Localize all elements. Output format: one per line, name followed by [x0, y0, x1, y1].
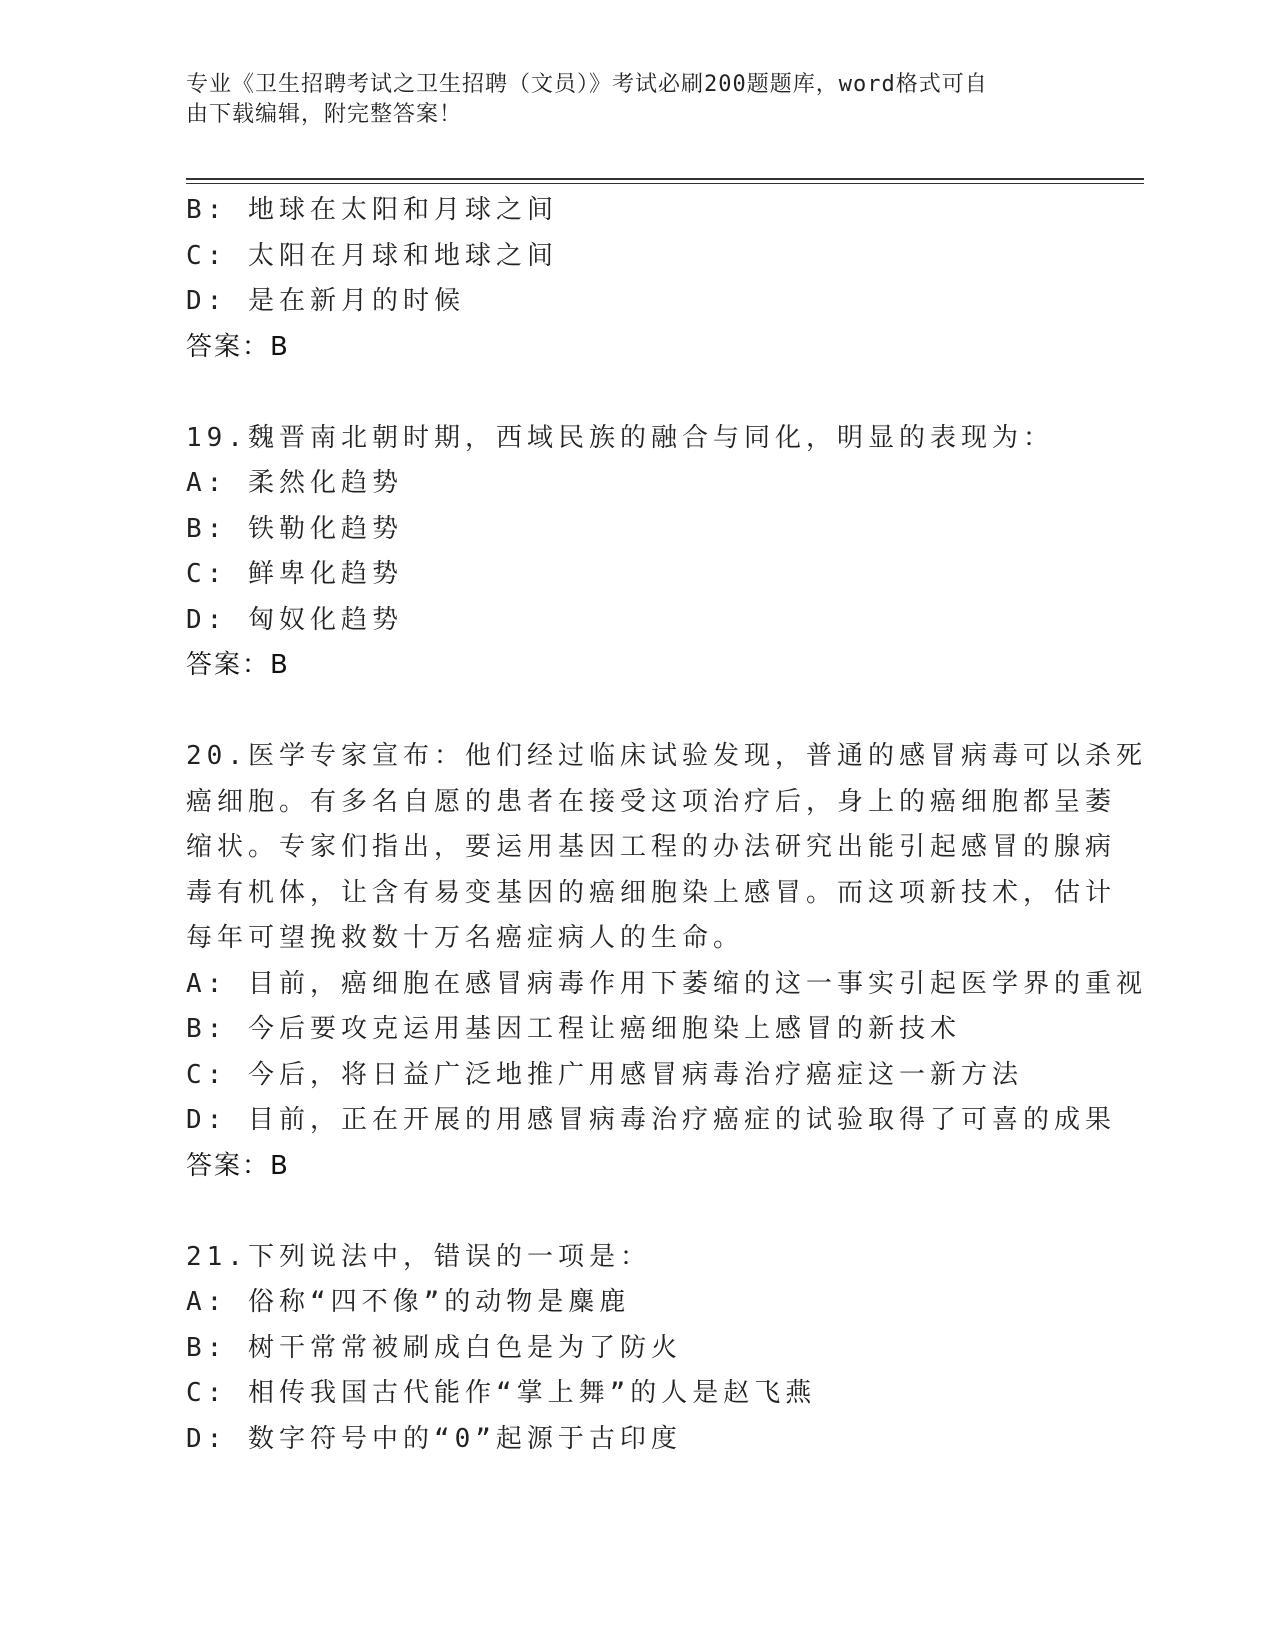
header-divider-thick — [186, 178, 1144, 180]
option-a: A: 俗称“四不像”的动物是麋鹿 — [186, 1287, 631, 1317]
option-b: B: 地球在太阳和月球之间 — [186, 195, 558, 225]
option-d: D: 目前，正在开展的用感冒病毒治疗癌症的试验取得了可喜的成果 — [186, 1105, 1116, 1135]
question-21 — [186, 1235, 1086, 1463]
spacer — [186, 689, 1086, 735]
question-18-tail — [186, 188, 1086, 370]
document-header — [186, 70, 1066, 130]
spacer — [186, 1189, 1086, 1235]
option-c: C: 太阳在月球和地球之间 — [186, 240, 558, 271]
question-text-line: 缩状。专家们指出，要运用基因工程的办法研究出能引起感冒的腺病 — [186, 832, 1117, 862]
option-b: B: 树干常常被刷成白色是为了防火 — [186, 1332, 682, 1363]
answer-line: 答案：B — [186, 650, 290, 680]
question-text-line: 每年可望挽救数十万名癌症病人的生命。 — [186, 923, 745, 953]
question-text-line: 癌细胞。有多名自愿的患者在接受这项治疗后，身上的癌细胞都呈萎 — [186, 786, 1117, 817]
option-d: D: 匈奴化趋势 — [186, 604, 403, 635]
question-20 — [186, 734, 1147, 1189]
question-list — [186, 188, 1147, 1462]
option-d: D: 数字符号中的“0”起源于古印度 — [186, 1423, 682, 1454]
answer-line: 答案：B — [186, 1150, 290, 1181]
option-d: D: 是在新月的时候 — [186, 286, 465, 316]
question-text: 21.下列说法中，错误的一项是： — [186, 1241, 651, 1272]
option-a: A: 目前，癌细胞在感冒病毒作用下萎缩的这一事实引起医学界的重视 — [186, 968, 1147, 999]
header-line-1: 专业《卫生招聘考试之卫生招聘（文员）》考试必刷200题题库，word格式可自 — [186, 72, 988, 97]
option-a: A: 柔然化趋势 — [186, 468, 403, 498]
question-text-line: 20.医学专家宣布：他们经过临床试验发现，普通的感冒病毒可以杀死 — [186, 741, 1147, 771]
option-c: C: 鲜卑化趋势 — [186, 559, 403, 589]
option-b: B: 铁勒化趋势 — [186, 513, 403, 544]
spacer — [186, 370, 1086, 416]
option-c: C: 今后，将日益广泛地推广用感冒病毒治疗癌症这一新方法 — [186, 1059, 1023, 1090]
question-text: 19.魏晋南北朝时期，西域民族的融合与同化，明显的表现为： — [186, 422, 1054, 453]
option-b: B: 今后要攻克运用基因工程让癌细胞染上感冒的新技术 — [186, 1014, 961, 1044]
answer-line: 答案：B — [186, 331, 290, 362]
header-line-2: 由下载编辑，附完整答案！ — [186, 102, 463, 127]
header-divider-thin — [186, 183, 1144, 184]
question-19 — [186, 416, 1086, 689]
option-c: C: 相传我国古代能作“掌上舞”的人是赵飞燕 — [186, 1378, 817, 1408]
question-text-line: 毒有机体，让含有易变基因的癌细胞染上感冒。而这项新技术，估计 — [186, 877, 1117, 908]
